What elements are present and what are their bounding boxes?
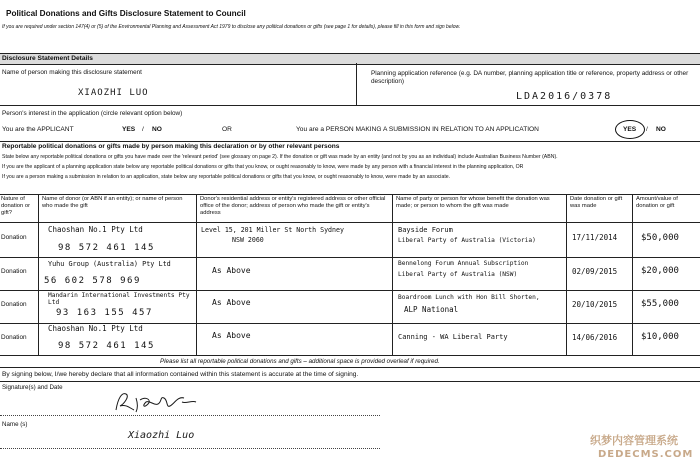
form-title: Political Donations and Gifts Disclosure Statement to Council bbox=[6, 9, 246, 18]
applicant-no-option[interactable]: NO bbox=[152, 126, 162, 133]
name-s-value[interactable]: Xiaozhi Luo bbox=[128, 430, 195, 441]
address-cell: As Above bbox=[212, 266, 251, 275]
planning-label: Planning application reference (e.g. DA number, planning application title or reference, property address or other description) bbox=[371, 70, 689, 85]
name-label: Name of person making this disclosure statement bbox=[2, 69, 142, 76]
header-date: Date donation or gift was made bbox=[570, 196, 623, 209]
donor-name-cell: Chaoshan No.1 Pty Ltd bbox=[48, 226, 143, 234]
watermark-cn: 织梦内容管理系统 bbox=[590, 434, 678, 447]
nature-cell: Donation bbox=[1, 268, 27, 275]
date-cell: 02/09/2015 bbox=[572, 268, 618, 276]
planning-value[interactable]: LDA2016/0378 bbox=[516, 91, 613, 102]
name-line bbox=[0, 448, 380, 449]
donor-abn-cell: 93 163 155 457 bbox=[56, 308, 153, 318]
name-s-label: Name (s) bbox=[2, 421, 28, 428]
party-cell-2: ALP National bbox=[404, 306, 459, 314]
submission-no-option[interactable]: NO bbox=[656, 126, 666, 133]
instruction-2: If you are the applicant of a planning application state below any reportable political donations or gifts that you know, or ought reasonably to know, were made by any person with a financial interest in the planning application, OR bbox=[2, 164, 524, 170]
amount-cell: $20,000 bbox=[641, 266, 679, 276]
form-subtitle: If you are required under section 147(4) or (5) of the Environmental Planning and Assessment Act 1979 to disclose any political donations or gifts (see page 1 for details), please fill in this form and sign below. bbox=[2, 24, 461, 30]
or-label: OR bbox=[222, 126, 232, 133]
donor-abn-cell: 98 572 461 145 bbox=[58, 341, 155, 351]
section-header-bar bbox=[0, 53, 700, 65]
applicant-text: You are the APPLICANT bbox=[2, 126, 74, 133]
donor-name-cell: Chaoshan No.1 Pty Ltd bbox=[48, 325, 143, 333]
divider-2 bbox=[0, 141, 700, 142]
address-cell: As Above bbox=[212, 298, 251, 307]
date-cell: 20/10/2015 bbox=[572, 301, 618, 309]
overleaf-note: Please list all reportable political donations and gifts – additional space is provided overleaf if required. bbox=[160, 358, 440, 365]
nature-cell: Donation bbox=[1, 334, 27, 341]
donor-abn-cell: 98 572 461 145 bbox=[58, 243, 155, 253]
party-cell-2: Liberal Party of Australia (Victoria) bbox=[398, 237, 536, 244]
header-amount: Amount/value of donation or gift bbox=[636, 196, 678, 209]
name-value[interactable]: XIAOZHI LUO bbox=[78, 88, 149, 98]
party-cell: Boardroom Lunch with Hon Bill Shorten, bbox=[398, 294, 540, 301]
yes-circle-mark bbox=[615, 120, 645, 139]
watermark-en: DEDECMS.COM bbox=[598, 449, 694, 460]
nature-cell: Donation bbox=[1, 234, 27, 241]
applicant-slash: / bbox=[142, 126, 144, 133]
party-cell: Canning - WA Liberal Party bbox=[398, 333, 508, 341]
section-details-heading: Disclosure Statement Details bbox=[2, 55, 93, 62]
header-nature: Nature of donation or gift? bbox=[1, 196, 31, 216]
submission-yes-option[interactable]: YES bbox=[623, 126, 637, 133]
address-cell: As Above bbox=[212, 331, 251, 340]
donor-name-cell: Mandarin International Investments Pty Ltd bbox=[48, 292, 190, 306]
header-donor: Name of donor (or ABN if an entity); or name of person who made the gift bbox=[42, 196, 183, 209]
instruction-3: If you are a person making a submission in relation to an application, state below any reportable political donations or gifts that you know, or ought reasonably to know, were made by an associate. bbox=[2, 174, 451, 180]
divider-3 bbox=[0, 367, 700, 368]
applicant-yes-option[interactable]: YES bbox=[122, 126, 136, 133]
submission-slash: / bbox=[646, 126, 648, 133]
amount-cell: $10,000 bbox=[641, 332, 679, 342]
date-cell: 17/11/2014 bbox=[572, 234, 618, 242]
date-cell: 14/06/2016 bbox=[572, 334, 618, 342]
party-cell-2: Liberal Party of Australia (NSW) bbox=[398, 271, 518, 278]
donor-name-cell: Yuhu Group (Australia) Pty Ltd bbox=[48, 260, 171, 268]
amount-cell: $55,000 bbox=[641, 299, 679, 309]
signature-label: Signature(s) and Date bbox=[2, 384, 63, 391]
reportable-heading: Reportable political donations or gifts made by person making this declaration or by other relevant persons bbox=[2, 143, 340, 150]
party-cell: Bennelong Forum Annual Subscription bbox=[398, 260, 529, 267]
nature-cell: Donation bbox=[1, 301, 27, 308]
party-cell: Bayside Forum bbox=[398, 226, 453, 234]
address-cell-2: NSW 2060 bbox=[232, 236, 264, 244]
address-cell: Level 15, 201 Miller St North Sydney bbox=[201, 226, 344, 234]
instruction-1: State below any reportable political donations or gifts you have made over the 'relevant period' (see glossary on page 2). If the donation or gift was made by an entity (and not by you as an individual) include Australian Business Number (ABN). bbox=[2, 154, 558, 160]
divider-1 bbox=[0, 105, 700, 106]
name-divider bbox=[356, 63, 357, 105]
declaration-text: By signing below, I/we hereby declare that all information contained within this statement is accurate at the time of signing. bbox=[2, 371, 359, 378]
divider-4 bbox=[0, 381, 700, 382]
signature-line bbox=[0, 415, 380, 416]
header-party: Name of party or person for whose benefit the donation was made; or person to whom the gift was made bbox=[396, 196, 550, 209]
signature-field[interactable] bbox=[118, 390, 188, 414]
amount-cell: $50,000 bbox=[641, 233, 679, 243]
interest-label: Person's interest in the application (circle relevant option below) bbox=[2, 110, 183, 117]
donor-abn-cell: 56 602 578 969 bbox=[44, 276, 141, 286]
submission-text: You are a PERSON MAKING A SUBMISSION IN RELATION TO AN APPLICATION bbox=[296, 126, 539, 133]
header-address: Donor's residential address or entity's registered address or other official office of the donor; address of person who made the gift or entity's address bbox=[200, 196, 386, 216]
